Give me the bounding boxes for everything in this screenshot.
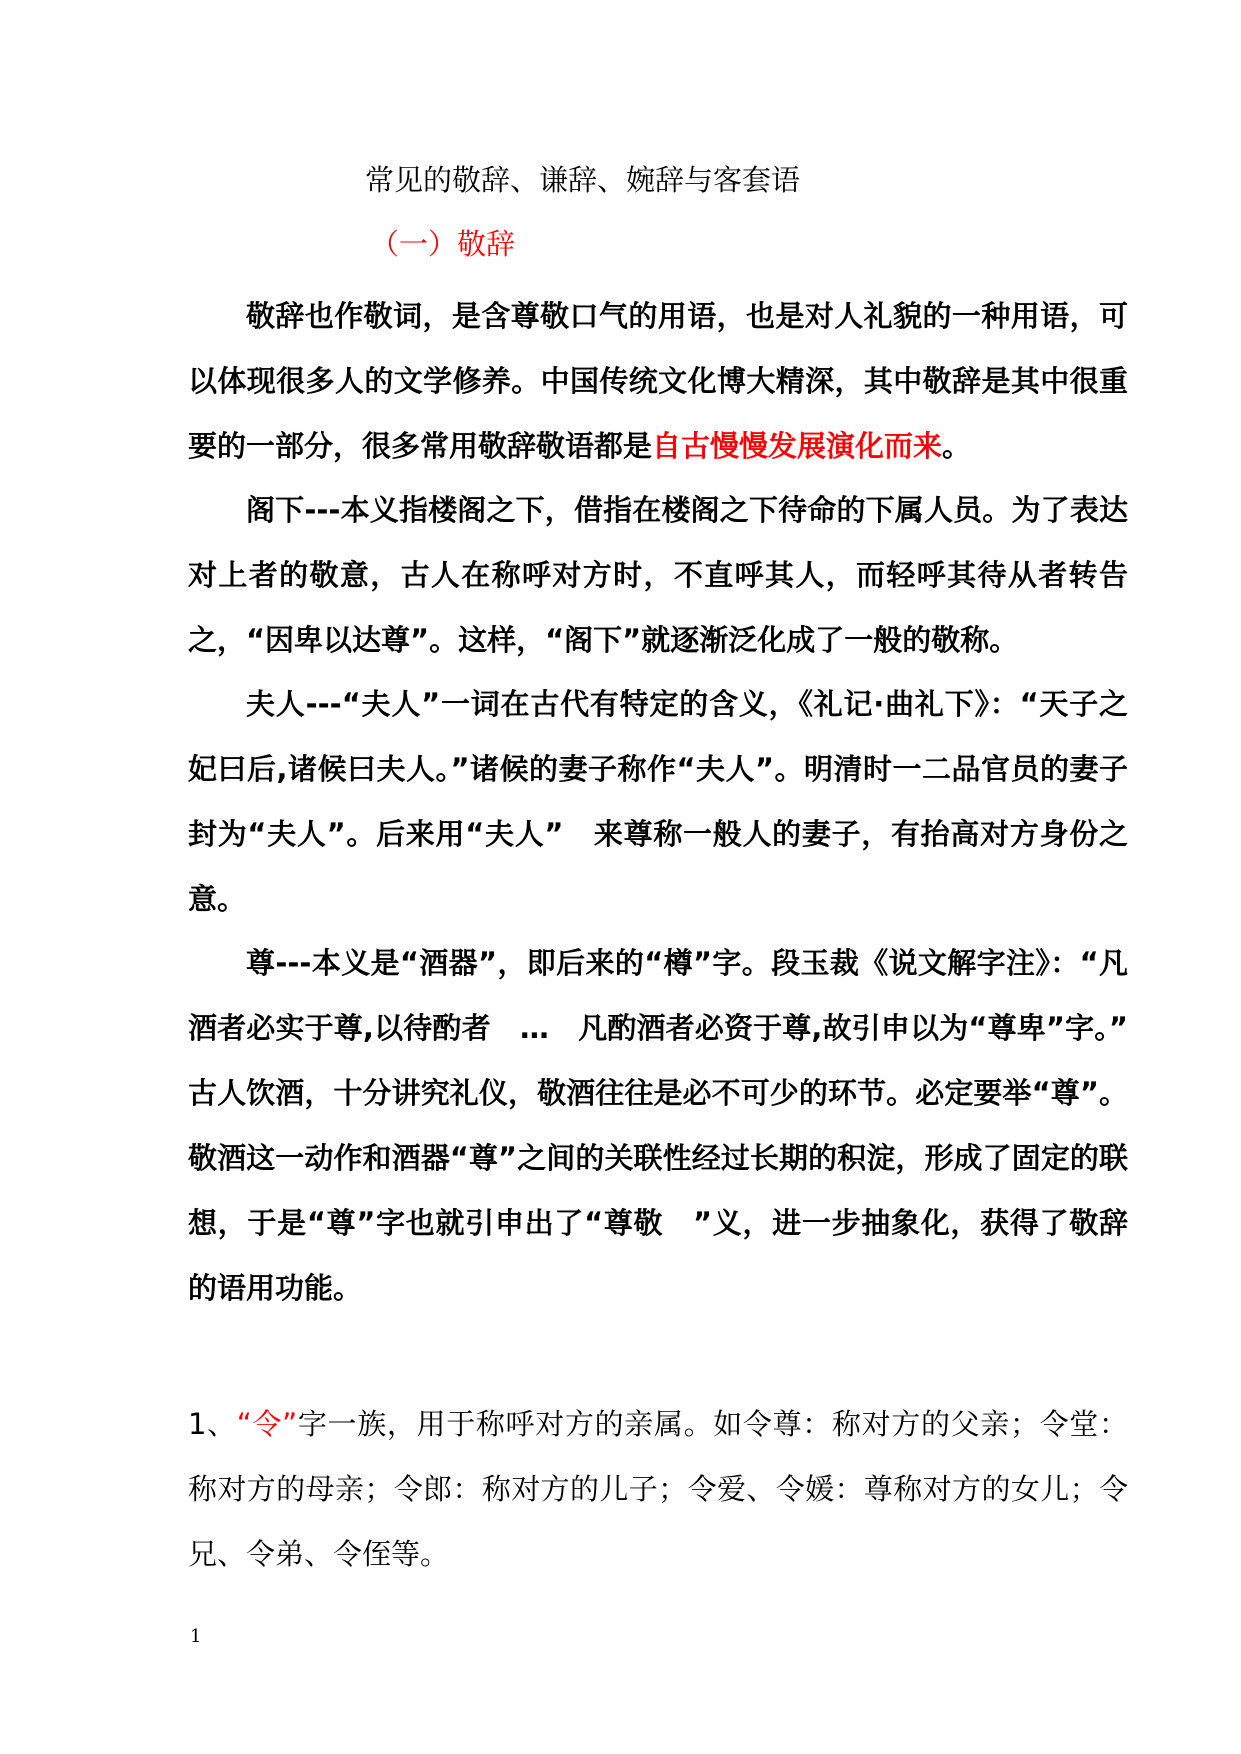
list-item-text: 字一族，用于称呼对方的亲属。如令尊：称对方的父亲；令堂：称对方的母亲；令郎：称对方的儿子；令爱、令媛：尊称对方的女儿；令兄、令弟、令侄等。	[188, 1407, 1128, 1571]
intro-paragraph	[188, 284, 1128, 479]
list-item-number: 1、	[188, 1407, 237, 1441]
paragraph-zun: 尊---本义是“酒器”，即后来的“樽”字。段玉裁《说文解字注》：“凡酒者必实于尊,以待酌者 … 凡酌酒者必资于尊,故引申以为“尊卑”字。” 古人饮酒，十分讲究礼仪，敬酒往往是必不可少的环节。必定要举“尊”。敬酒这一动作和酒器“尊”之间的关联性经过长期的积淀，形成了固定的联想，于是“尊”字也就引申出了“尊敬 ”义，进一步抽象化，获得了敬辞的语用功能。	[188, 946, 1158, 1305]
list-item-keyword: “令”	[236, 1407, 298, 1441]
paragraph-furen: 夫人---“夫人”一词在古代有特定的含义，《礼记·曲礼下》：“天子之妃曰后,诸候曰夫人。”诸候的妻子称作“夫人”。明清时一二品官员的妻子封为“夫人”。后来用“夫人” 来尊称一般人的妻子，有抬高对方身份之意。	[188, 687, 1128, 916]
intro-text: 敬辞也作敬词，是含尊敬口气的用语，也是对人礼貌的一种用语，可以体现很多人的文学修养。中国传统文化博大精深，其中敬辞是其中很重要的一部分，很多常用敬辞敬语都是	[188, 299, 1128, 463]
list-item	[188, 1392, 1128, 1587]
page-number: 1	[190, 1626, 202, 1647]
intro-highlight: 自古慢慢发展演化而来	[652, 429, 943, 463]
intro-end: 。	[942, 429, 972, 463]
paragraph-gexia: 阁下---本义指楼阁之下，借指在楼阁之下待命的下属人员。为了表达对上者的敬意，古人在称呼对方时，不直呼其人，而轻呼其待从者转告之，“因卑以达尊”。这样，“阁下”就逐渐泛化成了一般的敬称。	[188, 493, 1128, 657]
section-heading: （一）敬辞	[370, 227, 516, 261]
document-title: 常见的敬辞、谦辞、婉辞与客套语	[365, 163, 801, 197]
